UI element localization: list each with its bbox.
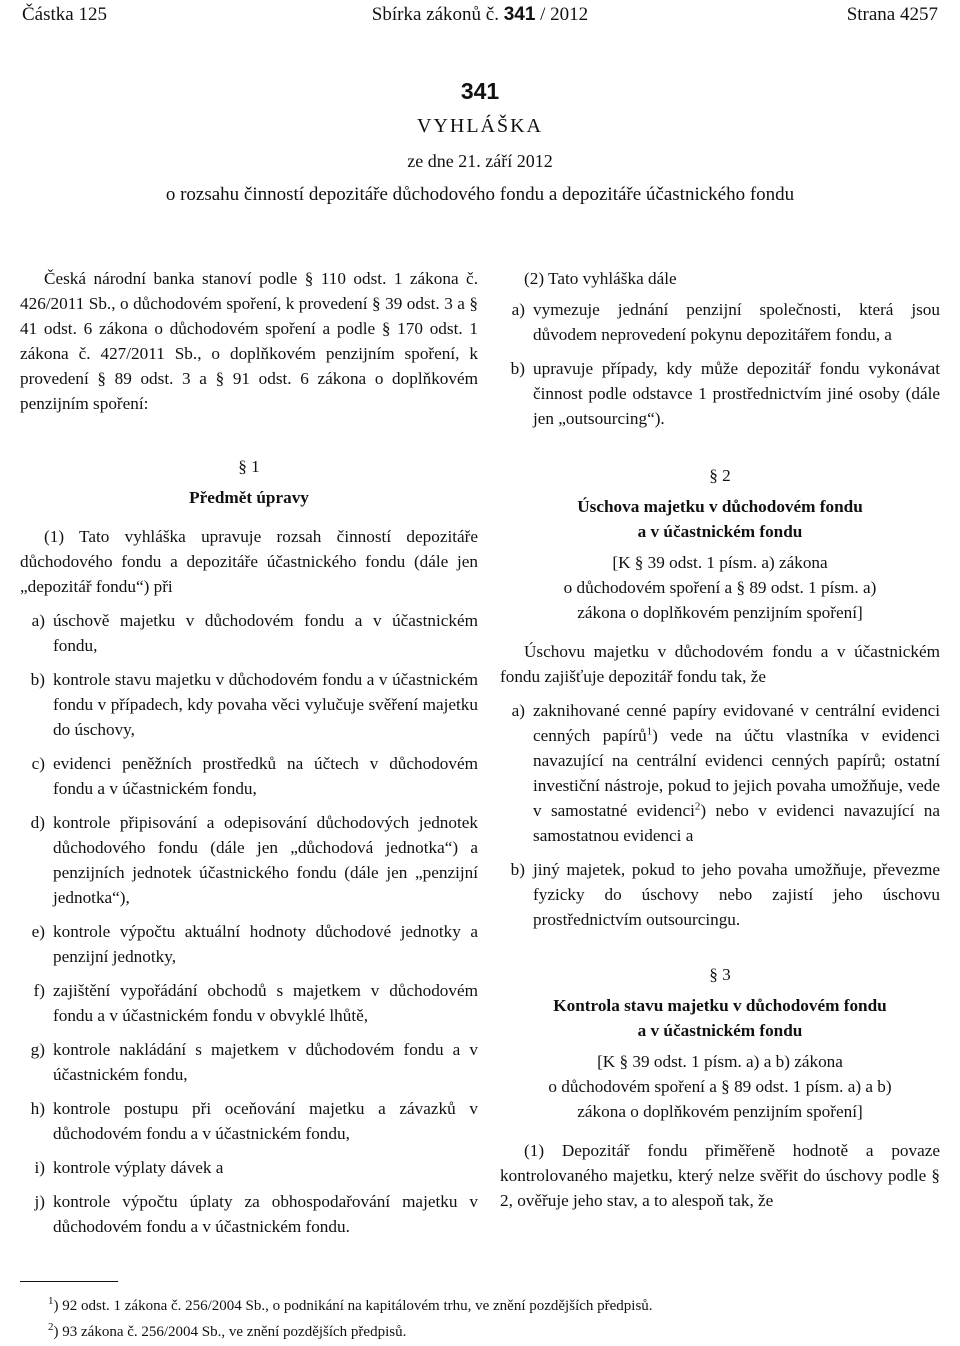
right-column <box>500 266 940 1213</box>
issue-number: Částka 125 <box>22 4 107 25</box>
list-item: b) jiný majetek, pokud to jeho povaha umožňuje, převezme fyzicky do úschovy nebo zajistí jeho úschovu prostřednictvím outsourcingu. <box>510 860 940 929</box>
section-2-reference: [K § 39 odst. 1 písm. a) zákona o důchodovém spoření a § 89 odst. 1 písm. a) zákona o doplňkovém penzijním spoření] <box>563 553 877 622</box>
left-column <box>20 266 478 1239</box>
collection-title: Sbírka zákonů č. 341 / 2012 <box>371 4 589 25</box>
section-3-para-1: (1) Depozitář fondu přiměřeně hodnotě a povaze kontrolovaného majetku, který nelze svěřit do úschovy podle § 2, ověřuje jeho stav, a to alespoň tak, že <box>500 1141 940 1210</box>
footnote-ref-1[interactable]: 1 <box>646 725 653 738</box>
list-item: h) kontrole postupu při oceňování majetku a závazků v důchodovém fondu a v účastnickém fondu, <box>30 1099 478 1143</box>
list-item: c) evidenci peněžních prostředků na účtech v důchodovém fondu a v účastnickém fondu, <box>31 754 478 798</box>
section-2-heading: Úschova majetku v důchodovém fondu a v účastnickém fondu <box>577 497 863 541</box>
section-3-reference: [K § 39 odst. 1 písm. a) a b) zákona o důchodovém spoření a § 89 odst. 1 písm. a) a b) zákona o doplňkovém penzijním spoření] <box>548 1052 892 1121</box>
act-date: ze dne 21. září 2012 <box>407 151 553 171</box>
section-1-heading: Předmět úpravy <box>189 488 309 507</box>
section-1-para-1: (1) Tato vyhláška upravuje rozsah činností depozitáře důchodového fondu a depozitáře účastnického fondu (dále jen „depozitář fondu“) při <box>20 527 478 596</box>
section-3-heading: Kontrola stavu majetku v důchodovém fondu a v účastnickém fondu <box>553 996 887 1040</box>
footnote-1: $^1$) 92 odst. 1 zákona č. 256/2004 Sb., o podnikání na kapitálovém trhu, ve znění pozdějších předpisů. <box>48 1295 653 1314</box>
page-number: Strana 4257 <box>846 4 938 25</box>
act-kind: VYHLÁŠKA <box>417 115 543 137</box>
section-2-para: Úschovu majetku v důchodovém fondu a v účastnickém fondu zajišťuje depozitář fondu tak, že <box>500 642 940 686</box>
list-item: a) úschově majetku v důchodovém fondu a v účastnickém fondu, <box>31 611 478 655</box>
footnote-divider <box>20 1281 118 1282</box>
act-number: 341 <box>460 78 500 104</box>
list-item: i) kontrole výplaty dávek a <box>34 1158 224 1177</box>
list-item: f) zajištění vypořádání obchodů s majetkem v důchodovém fondu a v účastnickém fondu v obvyklé lhůtě, <box>33 981 478 1025</box>
section-1-para-2: (2) Tato vyhláška dále <box>524 269 677 288</box>
page-header <box>0 4 960 30</box>
list-item: j) kontrole výpočtu úplaty za obhospodařování majetku v důchodovém fondu a v účastnickém fondu. <box>34 1192 478 1236</box>
list-item: a) vymezuje jednání penzijní společnosti, která jsou důvodem neprovedení pokynu depozitářem fondu, a <box>511 300 940 344</box>
footnote-ref-2[interactable]: 2 <box>694 800 701 813</box>
list-item: b) upravuje případy, kdy může depozitář fondu vykonávat činnost podle odstavce 1 prostřednictvím jiné osoby (dále jen „outsourcing“). <box>510 359 940 428</box>
intro-paragraph: Česká národní banka stanoví podle § 110 odst. 1 zákona č. 426/2011 Sb., o důchodovém spoření, k provedení § 39 odst. 3 a § 41 odst. 6 zákona o důchodovém spoření a podle § 170 odst. 1 zákona č. 427/2011 Sb., o doplňkovém penzijním spoření, k provedení § 89 odst. 3 a § 91 odst. 6 zákona o doplňkovém penzijním spoření: <box>20 269 478 413</box>
section-3-number: § 3 <box>709 965 731 984</box>
section-2-number: § 2 <box>709 466 731 485</box>
act-number-header: 341 <box>503 4 536 25</box>
list-item: b) kontrole stavu majetku v důchodovém fondu a v účastnickém fondu v případech, kdy povaha věci vylučuje svěření majetku do úschovy, <box>30 670 478 739</box>
act-subject: o rozsahu činností depozitáře důchodového fondu a depozitáře účastnického fondu <box>165 184 795 205</box>
footnote-2: $^2$) 93 zákona č. 256/2004 Sb., ve znění pozdějších předpisů. <box>48 1321 407 1340</box>
section-1-number: § 1 <box>238 457 260 476</box>
list-item: g) kontrole nakládání s majetkem v důchodovém fondu a v účastnickém fondu, <box>30 1040 478 1084</box>
list-item: d) kontrole připisování a odepisování důchodových jednotek důchodového fondu (dále jen „důchodová jednotka“) a penzijních jednotek účastnického fondu (dále jen „penzijní jednotka“), <box>30 813 478 907</box>
document-title <box>0 78 960 206</box>
list-item: a) zaknihované cenné papíry evidované v centrální evidenci cenných papírů$^1$) vede na účtu vlastníka v evidenci navazující na centrální evidenci cenných papírů; ostatní investiční nástroje, pokud to jejich povaha umožňuje, vede v samostatné evidenci$^2$) nebo v evidenci navazující na samostatnou evidenci a <box>511 701 940 845</box>
list-item: e) kontrole výpočtu aktuální hodnoty důchodové jednotky a penzijní jednotky, <box>31 922 478 966</box>
